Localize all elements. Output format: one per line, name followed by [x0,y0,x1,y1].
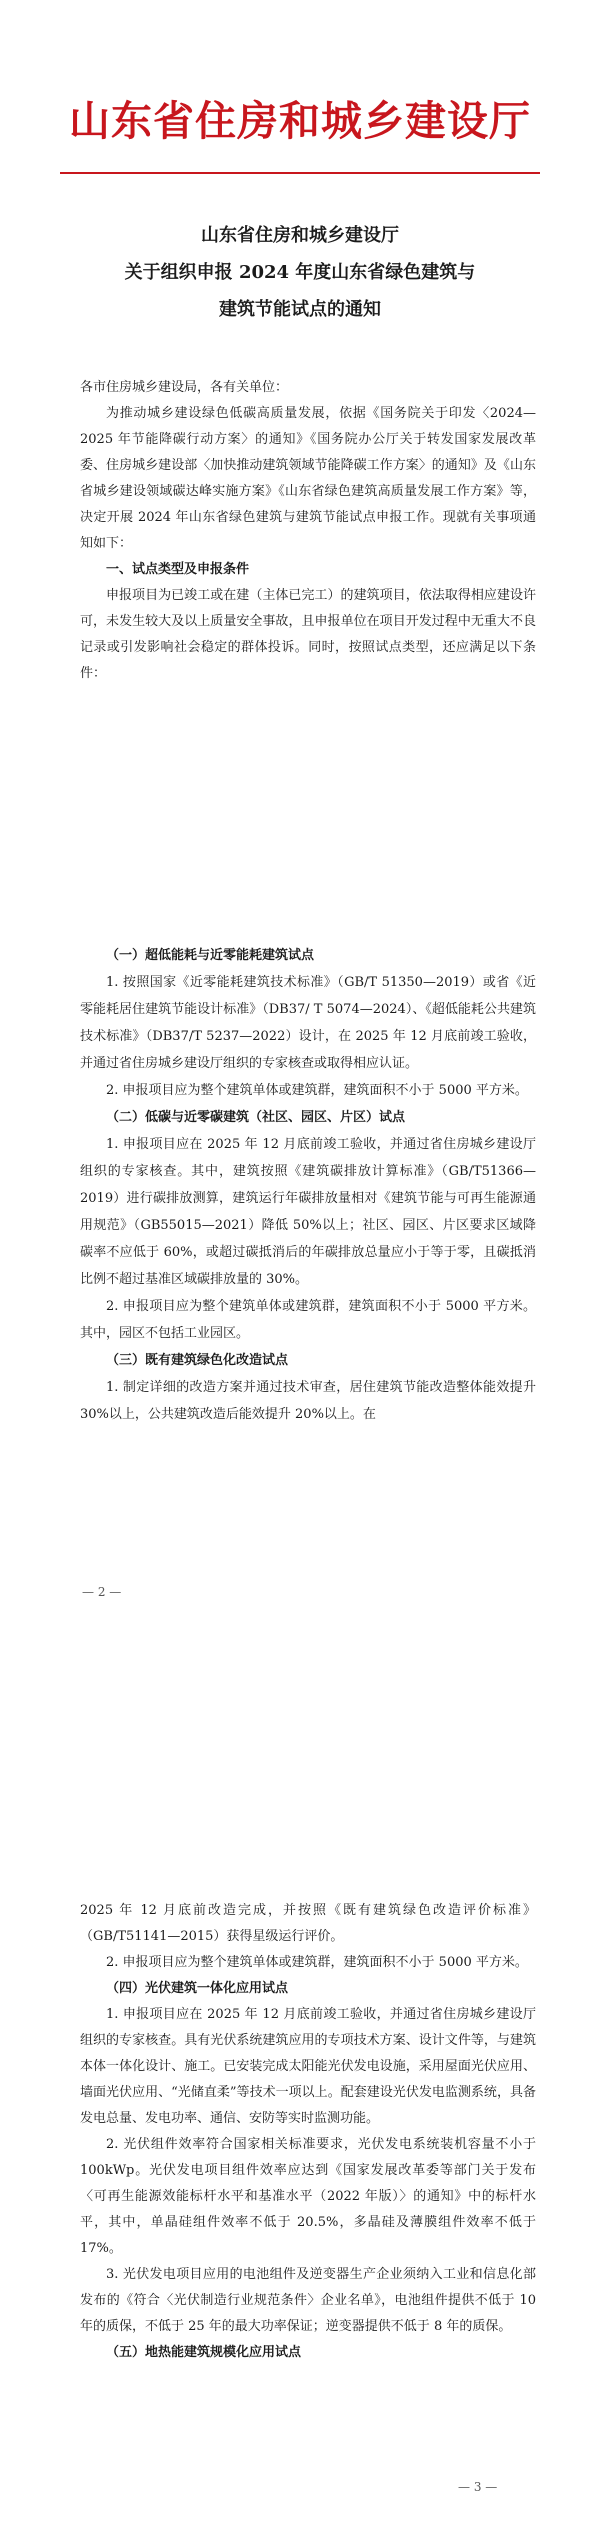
subsection-1-heading: （一）超低能耗与近零能耗建筑试点 [106,948,315,963]
subsection-3-item-1-part-2: 2025 年 12 月底前改造完成，并按照《既有建筑绿色改造评价标准》（GB/T51141—2015）获得星级运行评价。 [80,1903,536,1944]
subsection-2-item-1: 1. 申报项目应在 2025 年 12 月底前竣工验收，并通过省住房城乡建设厅组织的专家核查。其中，建筑按照《建筑碳排放计算标准》（GB/T51366—2019）进行碳排放测算，建筑运行年碳排放量相对《建筑节能与可再生能源通用规范》（GB55015—2021）降低 50%以上；社区、园区、片区要求区域降碳率不应低于 60%，或超过碳抵消后的年碳排放总量应小于等于零，且碳抵消比例不超过基准区域碳排放量的 30%。 [80,1137,536,1287]
subsection-1-item-2: 2. 申报项目应为整个建筑单体或建筑群，建筑面积不小于 5000 平方米。 [106,1083,528,1098]
notice-title [0,217,600,328]
subsection-4-item-3: 3. 光伏发电项目应用的电池组件及逆变器生产企业须纳入工业和信息化部发布的《符合〈光伏制造行业规范条件〉企业名单》，电池组件提供不低于 10 年的质保，不低于 25 年的最大功率保证；逆变器提供不低于 8 年的质保。 [80,2267,536,2334]
intro-paragraph: 为推动城乡建设绿色低碳高质量发展，依据《国务院关于印发〈2024—2025 年节能降碳行动方案〉的通知》《国务院办公厅关于转发国家发展改革委、住房城乡建设部〈加快推动建筑领域节能降碳工作方案〉的通知》及《山东省城乡建设领域碳达峰实施方案》《山东省绿色建筑高质量发展工作方案》等，决定开展 2024 年山东省绿色建筑与建筑节能试点申报工作。现就有关事项通知如下： [80,406,536,551]
letterhead-title: 山东省住房和城乡建设厅 [69,97,531,145]
section-1-heading: 一、试点类型及申报条件 [106,562,250,577]
subsection-5-heading: （五）地热能建筑规模化应用试点 [106,2345,302,2360]
notice-title-line-1: 山东省住房和城乡建设厅 [201,225,399,246]
subsection-3-item-1-part-1: 1. 制定详细的改造方案并通过技术审查，居住建筑节能改造整体能效提升 30%以上，公共建筑改造后能效提升 20%以上。在 [80,1380,536,1422]
subsection-4-item-1: 1. 申报项目应在 2025 年 12 月底前竣工验收，并通过省住房城乡建设厅组织的专家核查。具有光伏系统建筑应用的专项技术方案、设计文件等，与建筑本体一体化设计、施工。已安装完成太阳能光伏发电设施，采用屋面光伏应用、墙面光伏应用、“光储直柔”等技术一项以上。配套建设光伏发电监测系统，具备发电总量、发电功率、通信、安防等实时监测功能。 [80,2007,536,2126]
page-3-body [80,1898,536,2366]
subsection-2-item-2: 2. 申报项目应为整个建筑单体或建筑群，建筑面积不小于 5000 平方米。其中，园区不包括工业园区。 [80,1299,536,1341]
subsection-4-item-2: 2. 光伏组件效率符合国家相关标准要求，光伏发电系统装机容量不小于 100kWp。光伏发电项目组件效率应达到《国家发展改革委等部门关于发布〈可再生能源效能标杆水平和基准水平（2022 年版）〉的通知》中的标杆水平，其中，单晶硅组件效率不低于 20.5%，多晶硅及薄膜组件效率不低于 17%。 [80,2137,536,2256]
subsection-3-heading: （三）既有建筑绿色化改造试点 [106,1353,289,1368]
section-1-intro: 申报项目为已竣工或在建（主体已完工）的建筑项目，依法取得相应建设许可，未发生较大及以上质量安全事故，且申报单位在项目开发过程中无重大不良记录或引发影响社会稳定的群体投诉。同时，按照试点类型，还应满足以下条件： [80,588,536,681]
page-2-body [80,942,536,1428]
page-number: — 2 — [82,1585,122,1599]
notice-title-line-2: 关于组织申报 2024 年度山东省绿色建筑与 [124,262,476,283]
subsection-4-heading: （四）光伏建筑一体化应用试点 [106,1981,289,1996]
page-1-body [80,375,536,687]
subsection-3-item-2: 2. 申报项目应为整个建筑单体或建筑群，建筑面积不小于 5000 平方米。 [106,1955,528,1970]
subsection-1-item-1: 1. 按照国家《近零能耗建筑技术标准》（GB/T 51350—2019）或省《近零能耗居住建筑节能设计标准》（DB37/ T 5074—2024）、《超低能耗公共建筑技术标准》（DB37/T 5237—2022）设计，在 2025 年 12 月底前竣工验收，并通过省住房城乡建设厅组织的专家核查或取得相应认证。 [80,975,536,1071]
salutation: 各市住房城乡建设局，各有关单位： [80,380,289,395]
notice-title-line-3: 建筑节能试点的通知 [219,299,381,320]
subsection-2-heading: （二）低碳与近零碳建筑（社区、园区、片区）试点 [106,1110,406,1125]
page-number: — 3 — [458,2480,498,2494]
letterhead-rule [60,172,540,174]
